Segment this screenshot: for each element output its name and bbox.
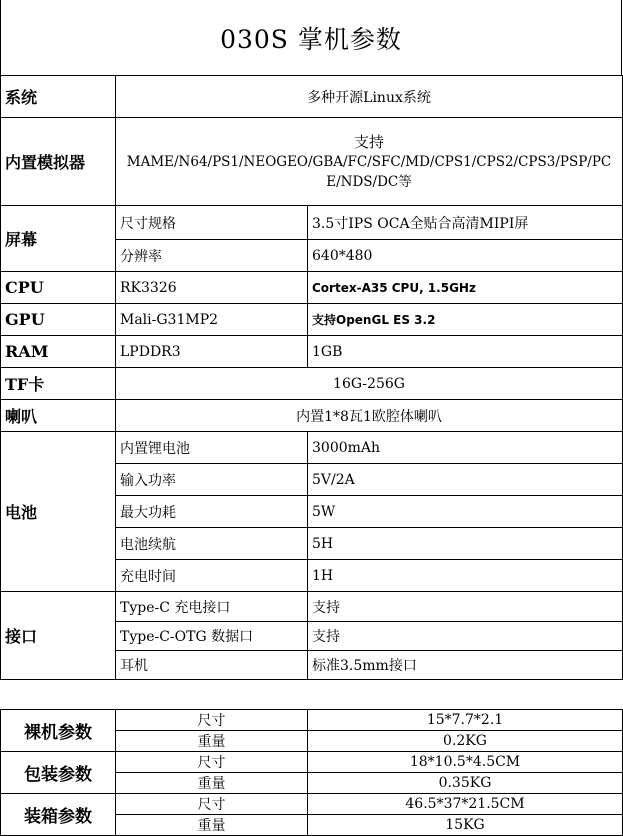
battery-charge-key: 充电时间	[116, 560, 308, 592]
carton-size-key: 尺寸	[116, 794, 308, 815]
row-cpu	[1, 272, 623, 304]
port-otg-key: Type-C-OTG 数据口	[116, 622, 308, 651]
row-emulator	[1, 118, 623, 206]
port-charge-key: Type-C 充电接口	[116, 592, 308, 622]
port-otg-value: 支持	[308, 622, 623, 651]
package-size-value: 18*10.5*4.5CM	[308, 752, 623, 773]
package-size-key: 尺寸	[116, 752, 308, 773]
cpu-label: CPU	[1, 272, 116, 304]
row-speaker	[1, 400, 623, 432]
carton-weight-value: 15KG	[308, 815, 623, 836]
row-port-charge	[1, 592, 623, 622]
dimensions-table	[0, 709, 623, 836]
screen-resolution-value: 640*480	[308, 240, 623, 272]
tf-value: 16G-256G	[116, 368, 623, 400]
row-tf	[1, 368, 623, 400]
bare-weight-key: 重量	[116, 731, 308, 752]
gpu-model: Mali-G31MP2	[116, 304, 308, 336]
emulator-value	[116, 118, 623, 206]
speaker-label: 喇叭	[1, 400, 116, 432]
spec-table	[0, 75, 623, 680]
package-label: 包装参数	[1, 752, 116, 794]
row-gpu	[1, 304, 623, 336]
gpu-detail: 支持OpenGL ES 3.2	[308, 304, 623, 336]
row-battery-capacity	[1, 432, 623, 464]
ports-label: 接口	[1, 592, 116, 680]
page-title: 030S 掌机参数	[0, 0, 622, 75]
battery-input-key: 输入功率	[116, 464, 308, 496]
bare-size-key: 尺寸	[116, 710, 308, 731]
ram-label: RAM	[1, 336, 116, 368]
ram-detail: 1GB	[308, 336, 623, 368]
row-carton-size	[1, 794, 623, 815]
row-bare-size	[1, 710, 623, 731]
bare-size-value: 15*7.7*2.1	[308, 710, 623, 731]
carton-size-value: 46.5*37*21.5CM	[308, 794, 623, 815]
battery-life-value: 5H	[308, 528, 623, 560]
battery-power-value: 5W	[308, 496, 623, 528]
battery-capacity-value: 3000mAh	[308, 432, 623, 464]
package-weight-value: 0.35KG	[308, 773, 623, 794]
cpu-detail: Cortex-A35 CPU, 1.5GHz	[308, 272, 623, 304]
gpu-label: GPU	[1, 304, 116, 336]
screen-size-value: 3.5寸IPS OCA全贴合高清MIPI屏	[308, 206, 623, 240]
screen-resolution-key: 分辨率	[116, 240, 308, 272]
battery-life-key: 电池续航	[116, 528, 308, 560]
port-headphone-key: 耳机	[116, 651, 308, 680]
battery-charge-value: 1H	[308, 560, 623, 592]
battery-power-key: 最大功耗	[116, 496, 308, 528]
battery-capacity-key: 内置锂电池	[116, 432, 308, 464]
row-ram	[1, 336, 623, 368]
battery-input-value: 5V/2A	[308, 464, 623, 496]
system-value: 多种开源Linux系统	[116, 76, 623, 118]
screen-label: 屏幕	[1, 206, 116, 272]
cpu-model: RK3326	[116, 272, 308, 304]
speaker-value: 内置1*8瓦1欧腔体喇叭	[116, 400, 623, 432]
carton-weight-key: 重量	[116, 815, 308, 836]
carton-label: 装箱参数	[1, 794, 116, 836]
emulator-list: MAME/N64/PS1/NEOGEO/GBA/FC/SFC/MD/CPS1/CPS2/CPS3/PSP/PCE/NDS/DC等	[126, 153, 612, 190]
screen-size-key: 尺寸规格	[116, 206, 308, 240]
port-charge-value: 支持	[308, 592, 623, 622]
row-screen-size	[1, 206, 623, 240]
row-package-size	[1, 752, 623, 773]
bare-weight-value: 0.2KG	[308, 731, 623, 752]
battery-label: 电池	[1, 432, 116, 592]
row-system	[1, 76, 623, 118]
emulator-label: 内置模拟器	[1, 118, 116, 206]
system-label: 系统	[1, 76, 116, 118]
port-headphone-value: 标准3.5mm接口	[308, 651, 623, 680]
emulator-support: 支持	[354, 132, 385, 151]
tf-label: TF卡	[1, 368, 116, 400]
ram-model: LPDDR3	[116, 336, 308, 368]
package-weight-key: 重量	[116, 773, 308, 794]
bare-label: 裸机参数	[1, 710, 116, 752]
